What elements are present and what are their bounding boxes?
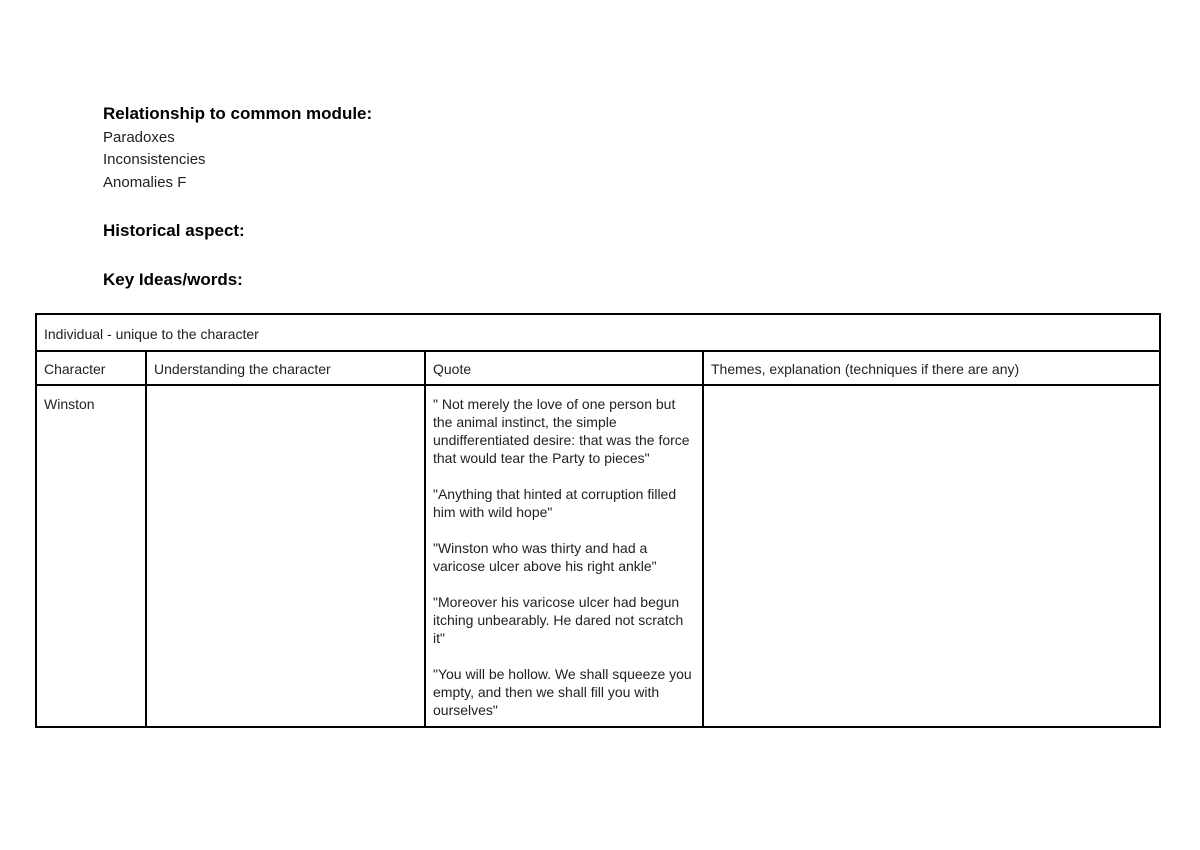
- character-table: [35, 313, 1161, 728]
- quote-item: "Moreover his varicose ulcer had begun itching unbearably. He dared not scratch it": [433, 594, 684, 646]
- module-item-paradoxes: Paradoxes: [103, 129, 175, 146]
- understanding-text: [147, 386, 424, 402]
- table-header-row: [36, 351, 1160, 385]
- themes-text: [704, 386, 1159, 402]
- column-header-quote-label: Quote: [433, 361, 472, 377]
- common-module-heading: Relationship to common module:: [103, 104, 373, 123]
- module-item-inconsistencies: Inconsistencies: [103, 151, 206, 168]
- column-header-quote: [425, 351, 703, 385]
- themes-cell: [703, 385, 1160, 727]
- table-title: Individual - unique to the character: [44, 326, 259, 342]
- character-cell: [36, 385, 146, 727]
- table-title-cell: [36, 314, 1160, 351]
- column-header-character-label: Character: [44, 361, 106, 377]
- quote-item: "Anything that hinted at corruption filled him with wild hope": [433, 486, 677, 520]
- quote-item: "You will be hollow. We shall squeeze you empty, and then we shall fill you with ourselves": [433, 666, 692, 718]
- quote-cell: [425, 385, 703, 727]
- quote-item: " Not merely the love of one person but the animal instinct, the simple undifferentiated desire: that was the force that would tear the Party to pieces": [433, 396, 690, 466]
- column-header-themes-label: Themes, explanation (techniques if there are any): [711, 361, 1020, 377]
- column-header-understanding-label: Understanding the character: [154, 361, 331, 377]
- column-header-character: [36, 351, 146, 385]
- quote-list: [426, 386, 702, 726]
- historical-aspect-heading: Historical aspect:: [103, 221, 245, 240]
- module-item-anomalies: Anomalies F: [103, 174, 187, 191]
- understanding-cell: [146, 385, 425, 727]
- key-ideas-heading: Key Ideas/words:: [103, 270, 243, 289]
- character-name: Winston: [44, 396, 95, 412]
- column-header-understanding: [146, 351, 425, 385]
- table-row: [36, 385, 1160, 727]
- column-header-themes: [703, 351, 1160, 385]
- quote-item: "Winston who was thirty and had a varicose ulcer above his right ankle": [433, 540, 657, 574]
- table-title-row: [36, 314, 1160, 351]
